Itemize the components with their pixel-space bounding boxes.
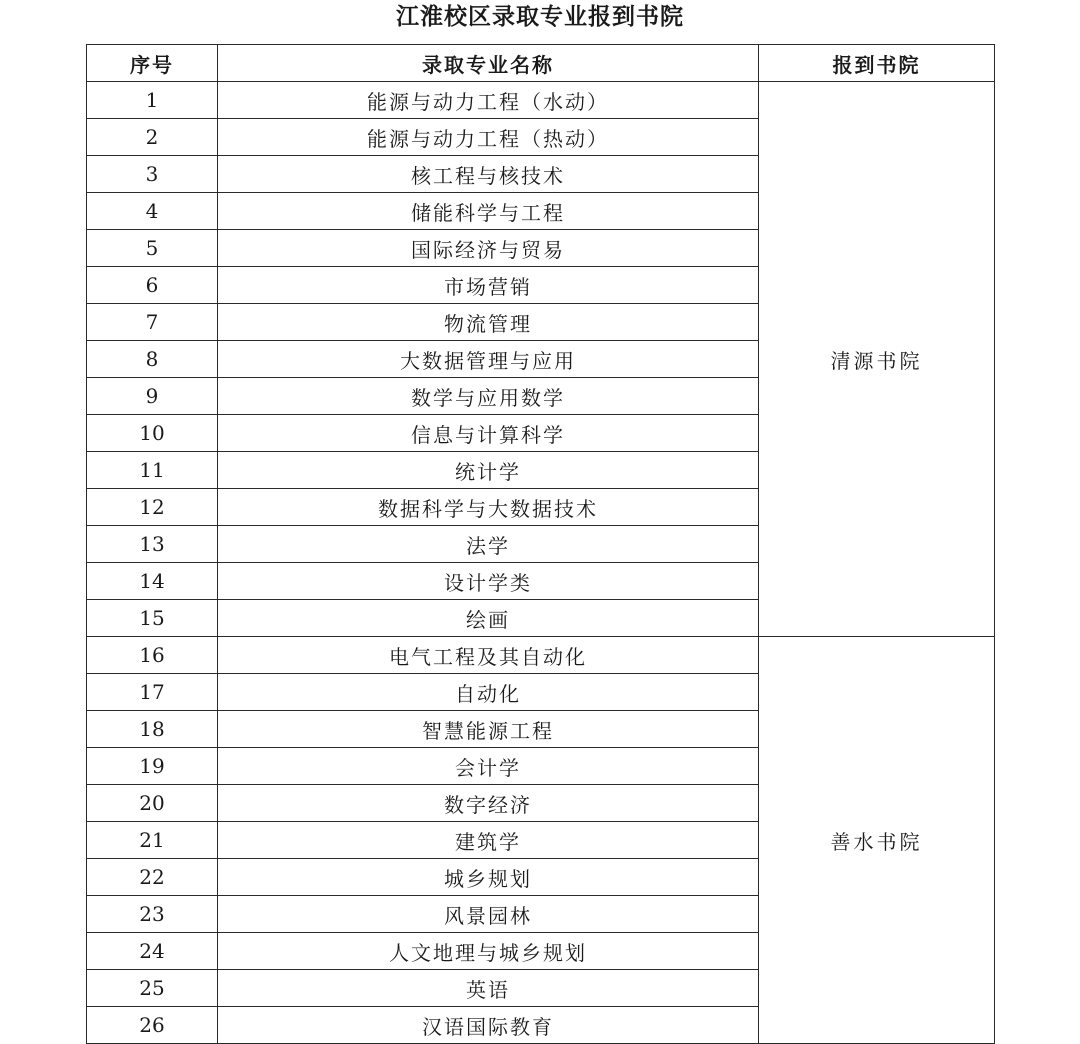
major-name: 风景园林: [218, 896, 759, 933]
major-name: 国际经济与贸易: [218, 230, 759, 267]
major-name: 建筑学: [218, 822, 759, 859]
row-number: 22: [87, 859, 218, 896]
row-number: 15: [87, 600, 218, 637]
major-name: 信息与计算科学: [218, 415, 759, 452]
major-name: 数据科学与大数据技术: [218, 489, 759, 526]
major-name: 统计学: [218, 452, 759, 489]
table-row: [87, 82, 995, 119]
major-name: 自动化: [218, 674, 759, 711]
college-name: 善水书院: [759, 637, 995, 1044]
major-name: 能源与动力工程（水动）: [218, 82, 759, 119]
row-number: 10: [87, 415, 218, 452]
row-number: 17: [87, 674, 218, 711]
row-number: 13: [87, 526, 218, 563]
major-name: 英语: [218, 970, 759, 1007]
page-title: 江淮校区录取专业报到书院: [396, 3, 684, 30]
major-name: 能源与动力工程（热动）: [218, 119, 759, 156]
college-name: 清源书院: [759, 82, 995, 637]
row-number: 21: [87, 822, 218, 859]
major-name: 大数据管理与应用: [218, 341, 759, 378]
row-number: 16: [87, 637, 218, 674]
major-name: 核工程与核技术: [218, 156, 759, 193]
row-number: 25: [87, 970, 218, 1007]
row-number: 9: [87, 378, 218, 415]
row-number: 23: [87, 896, 218, 933]
row-number: 7: [87, 304, 218, 341]
major-name: 会计学: [218, 748, 759, 785]
row-number: 3: [87, 156, 218, 193]
row-number: 1: [87, 82, 218, 119]
row-number: 24: [87, 933, 218, 970]
major-name: 市场营销: [218, 267, 759, 304]
row-number: 12: [87, 489, 218, 526]
row-number: 26: [87, 1007, 218, 1044]
row-number: 11: [87, 452, 218, 489]
admission-table: [86, 44, 995, 1044]
major-name: 人文地理与城乡规划: [218, 933, 759, 970]
major-name: 设计学类: [218, 563, 759, 600]
row-number: 18: [87, 711, 218, 748]
row-number: 19: [87, 748, 218, 785]
major-name: 储能科学与工程: [218, 193, 759, 230]
major-name: 城乡规划: [218, 859, 759, 896]
major-name: 物流管理: [218, 304, 759, 341]
major-name: 数字经济: [218, 785, 759, 822]
major-name: 绘画: [218, 600, 759, 637]
row-number: 5: [87, 230, 218, 267]
row-number: 20: [87, 785, 218, 822]
row-number: 8: [87, 341, 218, 378]
header-no: 序号: [87, 45, 218, 82]
major-name: 汉语国际教育: [218, 1007, 759, 1044]
header-major: 录取专业名称: [218, 45, 759, 82]
row-number: 2: [87, 119, 218, 156]
major-name: 法学: [218, 526, 759, 563]
table-row: [87, 637, 995, 674]
major-name: 智慧能源工程: [218, 711, 759, 748]
row-number: 6: [87, 267, 218, 304]
table-body: [87, 82, 995, 1044]
row-number: 4: [87, 193, 218, 230]
major-name: 电气工程及其自动化: [218, 637, 759, 674]
table-header-row: [87, 45, 995, 82]
header-college: 报到书院: [759, 45, 995, 82]
major-name: 数学与应用数学: [218, 378, 759, 415]
row-number: 14: [87, 563, 218, 600]
